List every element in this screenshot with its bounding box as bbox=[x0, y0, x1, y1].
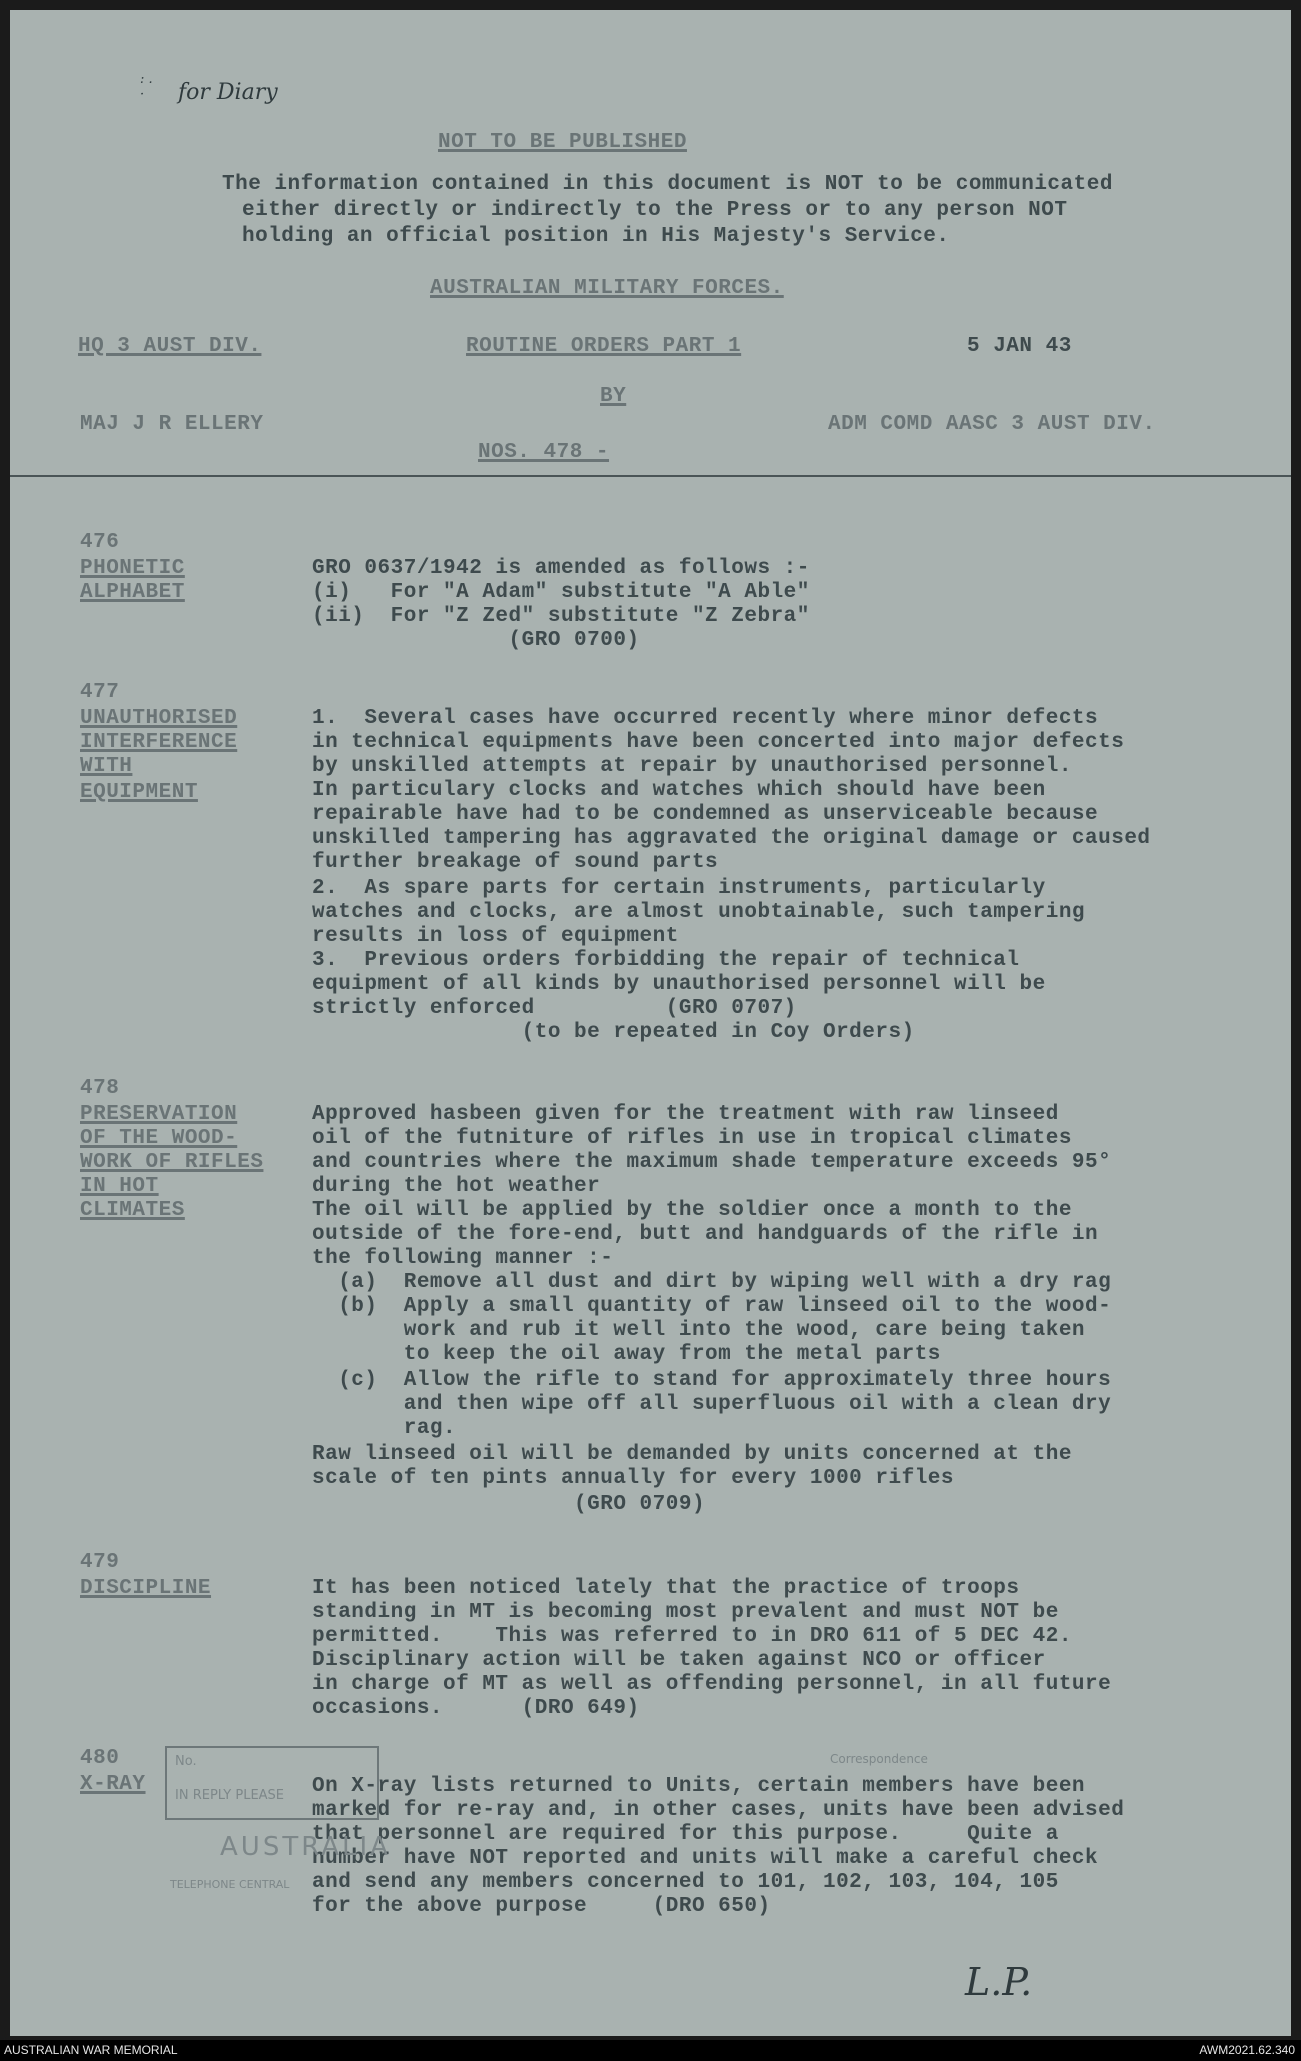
order-body-line: GRO 0637/1942 is amended as follows :- bbox=[312, 557, 810, 580]
order-number: 476 bbox=[80, 531, 120, 554]
order-body-line: in technical equipments have been concerted into major defects bbox=[312, 731, 1125, 754]
order-body-line: (a) Remove all dust and dirt by wiping well with a dry rag bbox=[312, 1271, 1112, 1294]
order-body-line: work and rub it well into the wood, care being taken bbox=[312, 1319, 1086, 1342]
order-title-line: OF THE WOOD- bbox=[80, 1127, 238, 1150]
order-title-line: UNAUTHORISED bbox=[80, 707, 238, 730]
archive-footer-bar bbox=[0, 2040, 1301, 2061]
order-body-line: marked for re-ray and, in other cases, units have been advised bbox=[312, 1799, 1125, 1822]
order-body-line: oil of the futniture of rifles in use in tropical climates bbox=[312, 1127, 1072, 1150]
order-body-line: in charge of MT as well as offending personnel, in all future bbox=[312, 1673, 1112, 1696]
order-body-line: rag. bbox=[312, 1417, 457, 1440]
order-body-line: 2. As spare parts for certain instruments, particularly bbox=[312, 877, 1046, 900]
signature: L.P. bbox=[965, 1960, 1033, 2004]
order-numbers: NOS. 478 - bbox=[478, 441, 610, 464]
order-body-line: scale of ten pints annually for every 1000 rifles bbox=[312, 1467, 955, 1490]
order-body-line: 3. Previous orders forbidding the repair of technical bbox=[312, 949, 1020, 972]
order-body-line: during the hot weather bbox=[312, 1175, 601, 1198]
order-body-line: (ii) For "Z Zed" substitute "Z Zebra" bbox=[312, 605, 810, 628]
order-body-line: (GRO 0709) bbox=[312, 1493, 706, 1516]
order-date: 5 JAN 43 bbox=[967, 335, 1072, 358]
order-title-line: DISCIPLINE bbox=[80, 1577, 212, 1600]
order-body-line: standing in MT is becoming most prevalent and must NOT be bbox=[312, 1601, 1059, 1624]
order-body-line: On X-ray lists returned to Units, certain members have been bbox=[312, 1775, 1086, 1798]
order-body-line: Raw linseed oil will be demanded by units concerned at the bbox=[312, 1443, 1072, 1466]
footer-institution: AUSTRALIAN WAR MEMORIAL bbox=[4, 2043, 178, 2057]
hq-heading: HQ 3 AUST DIV. bbox=[78, 335, 262, 358]
order-number: 478 bbox=[80, 1077, 120, 1100]
officer-appointment: ADM COMD AASC 3 AUST DIV. bbox=[828, 413, 1156, 436]
order-body-line: further breakage of sound parts bbox=[312, 851, 719, 874]
order-body-line: It has been noticed lately that the practice of troops bbox=[312, 1577, 1020, 1600]
margin-marks: : . · bbox=[140, 72, 153, 102]
order-body-line: and send any members concerned to 101, 102, 103, 104, 105 bbox=[312, 1871, 1059, 1894]
officer-name: MAJ J R ELLERY bbox=[80, 413, 264, 436]
letterhead-showthrough: AUSTRALIA bbox=[220, 1832, 391, 1862]
order-title-line: CLIMATES bbox=[80, 1199, 185, 1222]
order-body-line: strictly enforced (GRO 0707) bbox=[312, 997, 797, 1020]
handwritten-annotation: for Diary bbox=[178, 80, 278, 105]
stamp-text: No. bbox=[175, 1754, 197, 1769]
order-body-line: and countries where the maximum shade temperature exceeds 95° bbox=[312, 1151, 1112, 1174]
order-number: 477 bbox=[80, 681, 120, 704]
order-title-line: WORK OF RIFLES bbox=[80, 1151, 264, 1174]
order-body-line: Approved hasbeen given for the treatment with raw linseed bbox=[312, 1103, 1059, 1126]
order-body-line: occasions. (DRO 649) bbox=[312, 1697, 640, 1720]
order-title-line: ALPHABET bbox=[80, 581, 185, 604]
order-title-line: EQUIPMENT bbox=[80, 781, 198, 804]
order-body-line: (i) For "A Adam" substitute "A Able" bbox=[312, 581, 810, 604]
order-body-line: watches and clocks, are almost unobtainable, such tampering bbox=[312, 901, 1086, 924]
routine-orders-heading: ROUTINE ORDERS PART 1 bbox=[466, 335, 742, 358]
order-body-line: (c) Allow the rifle to stand for approximately three hours bbox=[312, 1369, 1112, 1392]
notice-line: either directly or indirectly to the Press or to any person NOT bbox=[242, 199, 1068, 222]
order-body-line: outside of the fore-end, butt and handguards of the rifle in bbox=[312, 1223, 1099, 1246]
stamp-box bbox=[165, 1746, 379, 1820]
order-number: 479 bbox=[80, 1551, 120, 1574]
order-body-line: the following manner :- bbox=[312, 1247, 614, 1270]
order-body-line: (b) Apply a small quantity of raw linseed oil to the wood- bbox=[312, 1295, 1112, 1318]
order-body-line: unskilled tampering has aggravated the original damage or caused bbox=[312, 827, 1151, 850]
order-body-line: results in loss of equipment bbox=[312, 925, 679, 948]
order-body-line: In particulary clocks and watches which should have been bbox=[312, 779, 1046, 802]
order-body-line: 1. Several cases have occurred recently where minor defects bbox=[312, 707, 1099, 730]
header-divider bbox=[10, 475, 1291, 477]
order-title-line: INTERFERENCE bbox=[80, 731, 238, 754]
order-title-line: PRESERVATION bbox=[80, 1103, 238, 1126]
notice-line: The information contained in this document is NOT to be communicated bbox=[222, 173, 1113, 196]
order-body-line: repairable have had to be condemned as unserviceable because bbox=[312, 803, 1099, 826]
order-body-line: (GRO 0700) bbox=[312, 629, 640, 652]
order-body-line: (to be repeated in Coy Orders) bbox=[312, 1021, 915, 1044]
order-title-line: WITH bbox=[80, 755, 133, 778]
order-body-line: for the above purpose (DRO 650) bbox=[312, 1895, 771, 1918]
order-body-line: to keep the oil away from the metal parts bbox=[312, 1343, 941, 1366]
forces-heading: AUSTRALIAN MILITARY FORCES. bbox=[430, 277, 784, 300]
by-label: BY bbox=[600, 385, 627, 408]
order-body-line: and then wipe off all superfluous oil with a clean dry bbox=[312, 1393, 1112, 1416]
order-body-line: number have NOT reported and units will make a careful check bbox=[312, 1847, 1099, 1870]
order-body-line: by unskilled attempts at repair by unauthorised personnel. bbox=[312, 755, 1072, 778]
notice-line: holding an official position in His Majesty's Service. bbox=[242, 225, 950, 248]
stamp-text: IN REPLY PLEASE bbox=[175, 1788, 285, 1803]
letterhead-showthrough: Correspondence bbox=[830, 1752, 928, 1766]
order-body-line: that personnel are required for this purpose. Quite a bbox=[312, 1823, 1059, 1846]
order-body-line: equipment of all kinds by unauthorised personnel will be bbox=[312, 973, 1046, 996]
order-title-line: X-RAY bbox=[80, 1773, 146, 1796]
footer-accession-number: AWM2021.62.340 bbox=[1199, 2043, 1295, 2057]
order-body-line: The oil will be applied by the soldier once a month to the bbox=[312, 1199, 1072, 1222]
order-body-line: Disciplinary action will be taken against NCO or officer bbox=[312, 1649, 1046, 1672]
letterhead-showthrough: TELEPHONE CENTRAL bbox=[170, 1878, 290, 1891]
order-title-line: IN HOT bbox=[80, 1175, 159, 1198]
document-page bbox=[10, 10, 1291, 2036]
order-number: 480 bbox=[80, 1747, 120, 1770]
not-published-heading: NOT TO BE PUBLISHED bbox=[438, 131, 687, 154]
order-body-line: permitted. This was referred to in DRO 611 of 5 DEC 42. bbox=[312, 1625, 1072, 1648]
order-title-line: PHONETIC bbox=[80, 557, 185, 580]
